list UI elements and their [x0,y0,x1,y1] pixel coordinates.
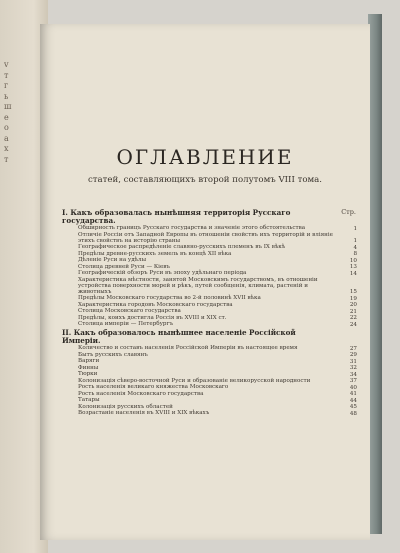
toc-entry-text: Возрастаніе населенія въ XVIII и XIX вѣкахъ [78,410,210,417]
toc-entry-page: 21 [349,308,357,315]
toc-entry-page: 1 [353,225,357,232]
toc-entry-text: Финны [78,364,99,371]
toc-entry-page: 40 [349,384,357,391]
toc-entry-text: Предѣлы Московскаго государства во 2-й половинѣ XVII вѣка [78,295,261,302]
toc-entry-page: 32 [349,365,357,372]
toc-entry-page: 15 [349,289,357,296]
toc-entry-page: 1 [353,238,357,245]
toc-entry-page: 24 [349,321,357,328]
toc-entry-page: 19 [349,295,357,302]
section-heading: I. Какъ образовалась нынѣшняя территорія Русскаго государства. [62,208,291,226]
toc-entry-page: 48 [349,410,357,417]
toc-entry [62,321,360,328]
table-of-contents [62,208,360,417]
page-subtitle: статей, составляющихъ второй полутомъ VIII тома. [87,175,323,185]
toc-entry-text: Столица Московскаго государства [78,308,181,315]
toc-entry-page: 45 [349,404,357,411]
page-column-header: Стр. [341,208,356,216]
toc-entry-text: Обширность границъ Русскаго государства и значеніе этого обстоятельства [78,225,306,232]
toc-entry-text: Столица имперіи — Петербургъ [78,321,174,328]
toc-entry-page: 4 [353,244,357,251]
toc-entry-text: Варяги [78,358,100,365]
toc-entry-text: Татары [78,397,100,404]
book-page [40,24,370,540]
toc-entry-page: 27 [349,345,357,352]
toc-entry-text: Характеристика городовъ Московскаго государства [78,301,233,308]
toc-entry-text: Количество и составъ населенія Россійской Имперіи въ настоящее время [78,345,298,352]
toc-entry [62,410,360,417]
toc-entry-page: 44 [349,397,357,404]
toc-entry-text: Предѣлы древне-русскихъ земель въ концѣ XII вѣка [78,250,232,257]
toc-entry-text: Дѣленіе Руси на удѣлы [78,257,147,264]
toc-entry-text: Колонизація русскихъ областей [78,403,173,410]
toc-entry-text: Бытъ русскихъ славянъ [78,351,148,358]
section-heading: II. Какъ образовалось нынѣшнее населеніе Россійской Имперіи. [62,327,296,346]
toc-entry-text: Тюрки [78,371,98,378]
toc-entry-page: 14 [349,270,357,277]
toc-entry-page: 41 [349,391,357,398]
toc-entry-page: 8 [353,251,357,258]
toc-entry-text: Рость населенія Московскаго государства [78,390,204,397]
toc-entry-page: 22 [349,315,357,322]
toc-entry [62,232,360,244]
toc-entry-page: 10 [349,257,357,264]
toc-entry-text: Географическій обзоръ Руси въ эпоху удѣльнаго періода [78,270,247,277]
toc-entry-text: Географическое распредѣленіе славяно-русскихъ племенъ въ IX вѣкѣ [78,244,286,251]
toc-entry-text: Предѣлы, коихъ достигла Россія въ XVIII и XIX ст. [78,314,227,321]
toc-entry-text: Характеристика мѣстности, занятой Московскимъ государствомъ, въ отношеніи устройства поверхности морей и рѣкъ, путей сообщенія, климата, растеній и животныхъ [78,276,318,296]
toc-entry-page: 37 [349,378,357,385]
toc-entry-text: Столица древней Руси — Кіевъ [78,263,170,270]
toc-entry-page: 20 [349,302,357,309]
toc-entry-text: Колонизація сѣверо-восточной Руси и образованіе великорусской народности [78,377,311,384]
page-title: ОГЛАВЛЕНИЕ [116,145,294,169]
toc-entry-page: 34 [349,371,357,378]
toc-entry [62,277,360,296]
toc-entry-page: 31 [349,358,357,365]
toc-entry-text: Отличіе Россіи отъ Западной Европы въ отношеніи свойствъ ихъ территорій и вліяніе этихъ свойствъ на исторію страны [78,231,333,245]
toc-entry-page: 29 [349,352,357,359]
book-cover-edge [368,14,382,534]
facing-page-text-fragment: v т г ь ш е о а х т [4,60,12,164]
toc-entry-page: 13 [349,264,357,271]
toc-entry-text: Рость населенія великаго княжества Московскаго [78,384,229,391]
